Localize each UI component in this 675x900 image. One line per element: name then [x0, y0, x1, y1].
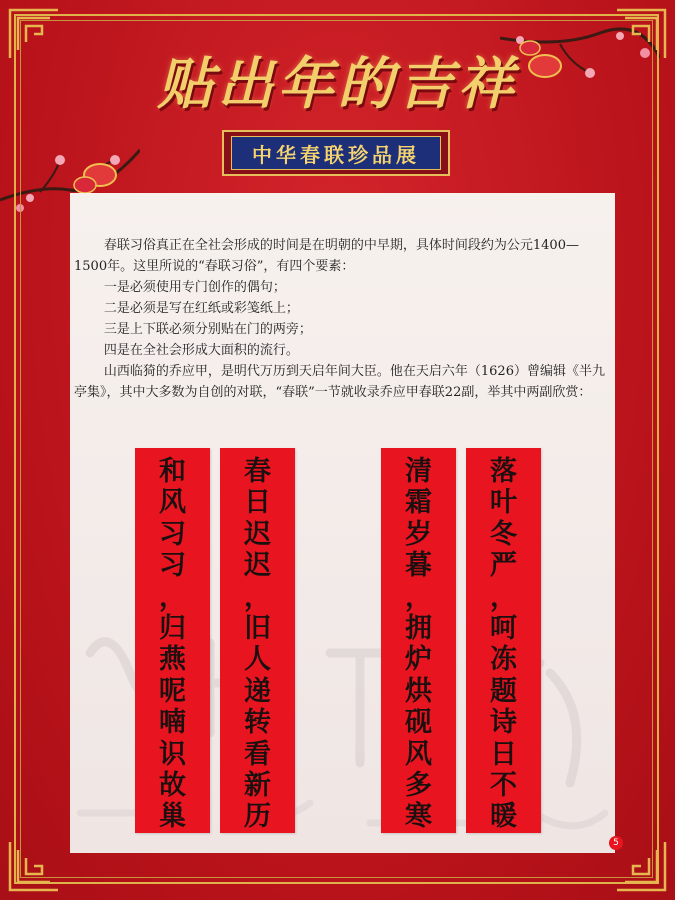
- subtitle-banner: [222, 130, 450, 176]
- couplet-character: 喃: [159, 707, 186, 739]
- couplet-character: 迟: [244, 518, 271, 550]
- couplet-character: 风: [159, 487, 186, 519]
- couplet-scroll: [381, 448, 456, 833]
- couplet-character: 严: [490, 550, 517, 582]
- list-item: 四是在全社会形成大面积的流行。: [103, 343, 299, 358]
- couplet-character: 霜: [405, 487, 432, 519]
- couplet-character: 习: [159, 550, 186, 582]
- couplet-character: 砚: [405, 707, 432, 739]
- couplet-character: 巢: [159, 801, 186, 833]
- page-title: 贴出年的吉祥: [157, 51, 518, 117]
- couplet-character: ，: [405, 581, 432, 613]
- couplet-character: 识: [159, 738, 186, 770]
- couplet-character: 转: [244, 707, 271, 739]
- list-item: 三是上下联必须分别贴在门的两旁；: [103, 322, 312, 337]
- corner-ornament-icon: [6, 838, 62, 894]
- couplet-character: 递: [244, 675, 271, 707]
- couplet-character: 归: [159, 613, 186, 645]
- couplet-character: 不: [490, 770, 517, 802]
- couplet-character: 岁: [405, 518, 432, 550]
- couplet-character: 历: [244, 801, 271, 833]
- article-body: [74, 235, 611, 403]
- couplet-character: 春: [244, 456, 271, 487]
- couplet-character: 寒: [405, 801, 432, 833]
- couplet-character: 冬: [490, 518, 517, 550]
- subtitle-text: 中华春联珍品展: [252, 142, 420, 167]
- list-item: 二是必须是写在红纸或彩笺纸上；: [103, 301, 299, 316]
- couplet-character: 燕: [159, 644, 186, 676]
- couplet-character: 新: [244, 770, 271, 802]
- couplet-character: ，: [490, 581, 517, 613]
- couplet-character: 暮: [405, 550, 432, 582]
- couplet-character: 日: [244, 487, 271, 519]
- subtitle-banner-inner: [231, 136, 441, 170]
- couplet-scroll: [220, 448, 295, 833]
- couplet-scroll: [135, 448, 210, 833]
- couplet-character: 暖: [490, 801, 517, 833]
- couplet-character: 落: [490, 456, 517, 487]
- couplet-character: ，: [244, 581, 271, 613]
- couplet-character: 冻: [490, 644, 517, 676]
- couplet-character: 迟: [244, 550, 271, 582]
- couplet-character: 风: [405, 738, 432, 770]
- couplet-character: ，: [159, 581, 186, 613]
- paragraph: 山西临猗的乔应甲，是明代万历到天启年间大臣。他在天启六年（1626）曾编辑《半九亭集》，其中大多数为自创的对联，“春联”一节就收录乔应甲春联22副，举其中两副欣赏：: [74, 364, 605, 400]
- couplet-character: 拥: [405, 613, 432, 645]
- list-item: 一是必须使用专门创作的偶句；: [103, 280, 286, 295]
- couplet-character: 看: [244, 738, 271, 770]
- couplet-character: 题: [490, 675, 517, 707]
- couplet-character: 和: [159, 456, 186, 487]
- couplet-character: 人: [244, 644, 271, 676]
- couplet-character: 多: [405, 770, 432, 802]
- couplet-character: 诗: [490, 707, 517, 739]
- couplet-character: 烘: [405, 675, 432, 707]
- couplet-character: 清: [405, 456, 432, 487]
- couplet-character: 呵: [490, 613, 517, 645]
- couplet-character: 故: [159, 770, 186, 802]
- couplet-scroll: [466, 448, 541, 833]
- paragraph: 春联习俗真正在全社会形成的时间是在明朝的中早期，具体时间段约为公元1400—1500年。这里所说的“春联习俗”，有四个要素：: [74, 238, 579, 274]
- couplet-character: 日: [490, 738, 517, 770]
- couplet-character: 呢: [159, 675, 186, 707]
- page-number: 5: [609, 836, 623, 850]
- couplet-character: 习: [159, 518, 186, 550]
- couplet-character: 叶: [490, 487, 517, 519]
- couplet-character: 炉: [405, 644, 432, 676]
- couplet-character: 旧: [244, 613, 271, 645]
